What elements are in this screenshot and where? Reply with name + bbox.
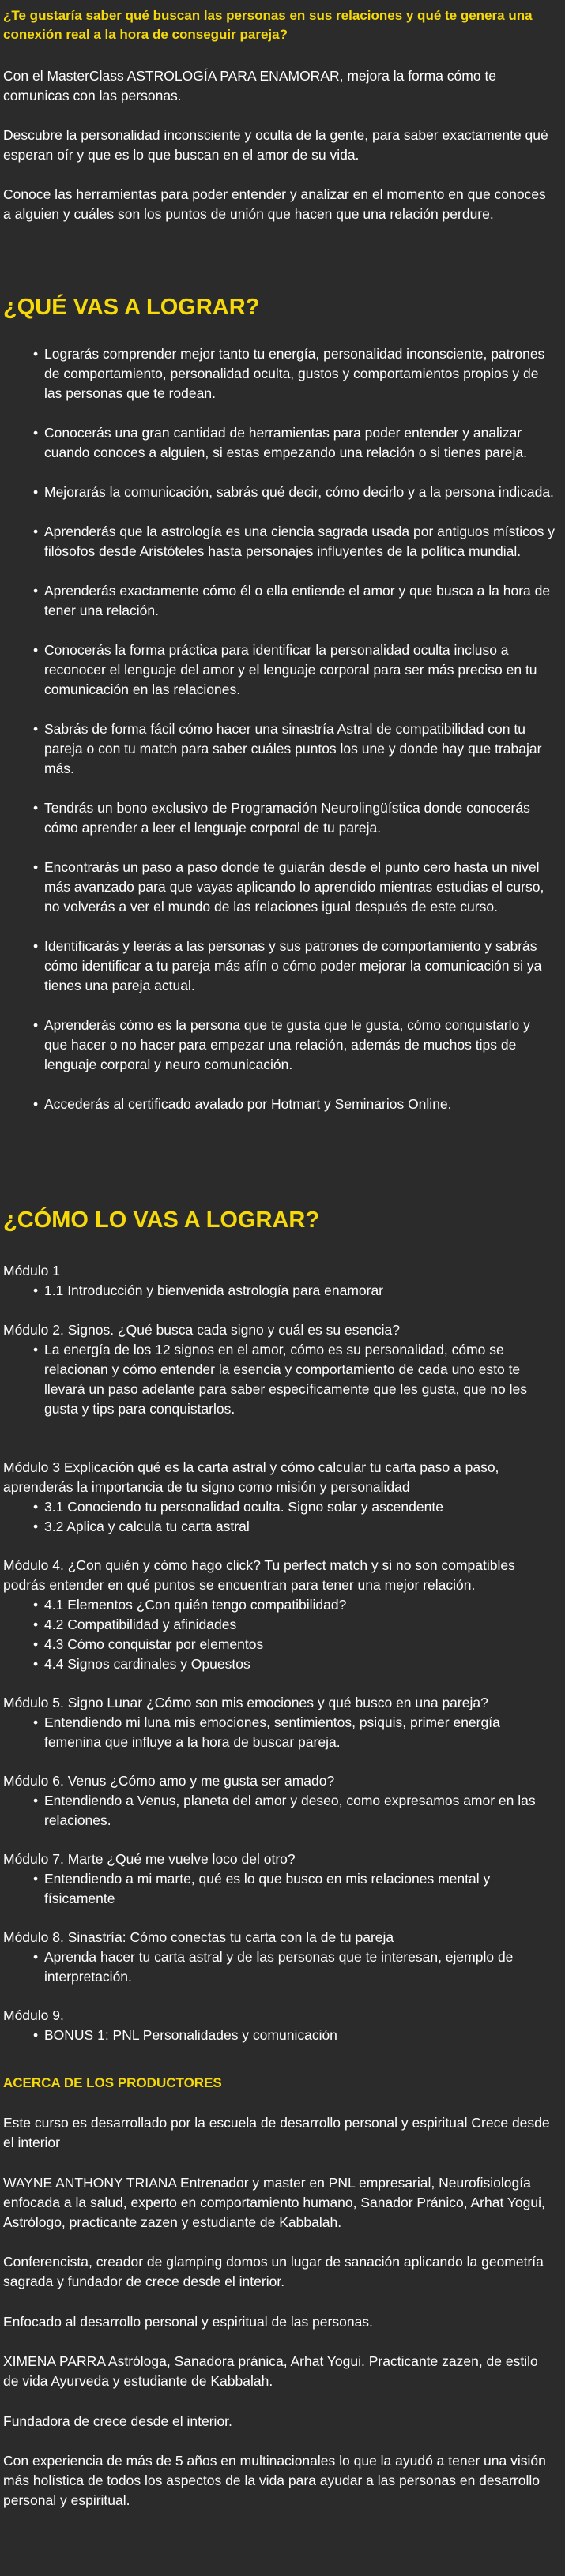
goal-item: • Sabrás de forma fácil cómo hacer una sinastría Astral de compatibilidad con tu pareja o con tu match para saber cuáles puntos los une y donde hay que trabajar más.: [3, 719, 556, 779]
module-title: Módulo 1: [3, 1263, 60, 1279]
module-item: • 4.3 Cómo conquistar por elementos: [3, 1635, 556, 1654]
module-item: • Entendiendo a Venus, planeta del amor y deseo, como expresamos amor en las relaciones.: [3, 1791, 556, 1831]
module-item: • Entendiendo mi luna mis emociones, sentimientos, psiquis, primer energía femenina que influye a la hora de buscar pareja.: [3, 1713, 556, 1752]
goal-item: • Accederás al certificado avalado por Hotmart y Seminarios Online.: [3, 1095, 556, 1114]
how-heading: ¿CÓMO LO VAS A LOGRAR?: [3, 1207, 320, 1233]
module-item: • 4.2 Compatibilidad y afinidades: [3, 1615, 556, 1635]
goal-item: • Tendrás un bono exclusivo de Programación Neurolingüística donde conocerás cómo aprender a leer el lenguaje corporal de tu pareja.: [3, 798, 556, 838]
producers-paragraph: WAYNE ANTHONY TRIANA Entrenador y master en PNL empresarial, Neurofisiología enfocada a la salud, experto en comportamiento humano, Sanador Pránico, Arhat Yogui, Astrólogo, practicante zazen y estudiante de Kabbalah.: [3, 2175, 545, 2230]
module-block: [3, 1556, 556, 1674]
goals-list: [3, 344, 556, 1114]
producers-paragraph: Enfocado al desarrollo personal y espiritual de las personas.: [3, 2314, 373, 2330]
module-item: • Entendiendo a mi marte, qué es lo que busco en mis relaciones mental y físicamente: [3, 1869, 556, 1909]
goal-item: • Conocerás la forma práctica para identificar la personalidad oculta incluso a reconocer el lenguaje del amor y el lenguaje corporal para ser más preciso en tu comunicación en las relaciones.: [3, 640, 556, 700]
producers-paragraph: XIMENA PARRA Astróloga, Sanadora pránica, Arhat Yogui. Practicante zazen, de estilo de vida Ayurveda y estudiante de Kabbalah.: [3, 2353, 538, 2389]
module-block: [3, 1458, 556, 1537]
producers-paragraph: Con experiencia de más de 5 años en multinacionales lo que la ayudó a tener una visión más holística de todos los aspectos de la vida para ayudar a las personas en desarrollo personal y espiritual.: [3, 2453, 546, 2508]
intro-paragraph: Conoce las herramientas para poder entender y analizar en el momento en que conoces a alguien y cuáles son los puntos de unión que hacen que una relación perdure.: [3, 186, 546, 222]
module-item: • BONUS 1: PNL Personalidades y comunicación: [3, 2026, 556, 2045]
module-block: [3, 1849, 556, 1909]
goal-item: • Aprenderás exactamente cómo él o ella entiende el amor y que busca a la hora de tener una relación.: [3, 581, 556, 621]
module-title: Módulo 7. Marte ¿Qué me vuelve loco del otro?: [3, 1851, 296, 1867]
module-block: [3, 1320, 556, 1419]
intro-paragraph: Descubre la personalidad inconsciente y oculta de la gente, para saber exactamente qué esperan oír y que es lo que buscan en el amor de su vida.: [3, 127, 548, 163]
module-item: • 4.1 Elementos ¿Con quién tengo compatibilidad?: [3, 1595, 556, 1615]
intro-heading: ¿Te gustaría saber qué buscan las personas en sus relaciones y qué te genera una conexión real a la hora de conseguir pareja?: [3, 8, 533, 42]
producers-paragraph: Fundadora de crece desde el interior.: [3, 2413, 232, 2429]
module-item: • 1.1 Introducción y bienvenida astrología para enamorar: [3, 1281, 556, 1301]
module-title: Módulo 3 Explicación qué es la carta astral y cómo calcular tu carta paso a paso, aprenderás la importancia de tu signo como misión y personalidad: [3, 1459, 499, 1495]
goal-item: • Encontrarás un paso a paso donde te guiarán desde el punto cero hasta un nivel más avanzado para que vayas aplicando lo aprendido mientras estudias el curso, no volverás a ver el mundo de las relaciones igual después de este curso.: [3, 858, 556, 917]
module-item: • La energía de los 12 signos en el amor, cómo es su personalidad, cómo se relacionan y cómo entender la esencia y comportamiento de cada uno esto te llevará un paso adelante para saber específicamente que les gusta, que no les gusta y tips para conquistarlos.: [3, 1340, 556, 1419]
goal-item: • Aprenderás que la astrología es una ciencia sagrada usada por antiguos místicos y filósofos desde Aristóteles hasta personajes influyentes de la política mundial.: [3, 522, 556, 561]
module-title: Módulo 2. Signos. ¿Qué busca cada signo y cuál es su esencia?: [3, 1322, 400, 1338]
producers-paragraph: Conferencista, creador de glamping domos un lugar de sanación aplicando la geometría sagrada y fundador de crece desde el interior.: [3, 2254, 544, 2289]
module-title: Módulo 6. Venus ¿Cómo amo y me gusta ser amado?: [3, 1773, 335, 1789]
module-item: • 4.4 Signos cardinales y Opuestos: [3, 1654, 556, 1674]
producers-paragraph: Este curso es desarrollado por la escuela de desarrollo personal y espiritual Crece desde el interior: [3, 2115, 550, 2150]
module-item: • Aprenda hacer tu carta astral y de las personas que te interesan, ejemplo de interpretación.: [3, 1947, 556, 1987]
module-block: [3, 1928, 556, 1987]
module-block: [3, 1771, 556, 1831]
goal-item: • Aprenderás cómo es la persona que te gusta que le gusta, cómo conquistarlo y que hacer o no hacer para empezar una relación, además de muchos tips de lenguaje corporal y neuro comunicación.: [3, 1016, 556, 1075]
intro-paragraph: Con el MasterClass ASTROLOGÍA PARA ENAMORAR, mejora la forma cómo te comunicas con las personas.: [3, 68, 497, 103]
producers-heading: ACERCA DE LOS PRODUCTORES: [3, 2075, 222, 2090]
goal-item: • Identificarás y leerás a las personas y sus patrones de comportamiento y sabrás cómo identificar a tu pareja más afín o cómo poder mejorar la comunicación si ya tienes una pareja actual.: [3, 937, 556, 996]
module-block: [3, 2006, 556, 2045]
module-title: Módulo 9.: [3, 2007, 64, 2023]
goal-item: • Conocerás una gran cantidad de herramientas para poder entender y analizar cuando conoces a alguien, si estas empezando una relación o si tienes pareja.: [3, 423, 556, 463]
goals-heading: ¿QUÉ VAS A LOGRAR?: [3, 295, 260, 320]
module-title: Módulo 8. Sinastría: Cómo conectas tu carta con la de tu pareja: [3, 1929, 394, 1945]
module-block: [3, 1693, 556, 1752]
goals-list-container: [3, 344, 556, 1134]
goal-item: • Lograrás comprender mejor tanto tu energía, personalidad inconsciente, patrones de comportamiento, personalidad oculta, gustos y comportamientos propios y de las personas que te rodean.: [3, 344, 556, 404]
module-title: Módulo 4. ¿Con quién y cómo hago click? Tu perfect match y si no son compatibles podrás entender en qué puntos se encuentran para tener una mejor relación.: [3, 1557, 515, 1593]
module-item: • 3.1 Conociendo tu personalidad oculta. Signo solar y ascendente: [3, 1497, 556, 1517]
module-item: • 3.2 Aplica y calcula tu carta astral: [3, 1517, 556, 1537]
module-block: [3, 1261, 556, 1301]
goal-item: • Mejorarás la comunicación, sabrás qué decir, cómo decirlo y a la persona indicada.: [3, 483, 556, 502]
module-title: Módulo 5. Signo Lunar ¿Cómo son mis emociones y qué busco en una pareja?: [3, 1695, 488, 1710]
